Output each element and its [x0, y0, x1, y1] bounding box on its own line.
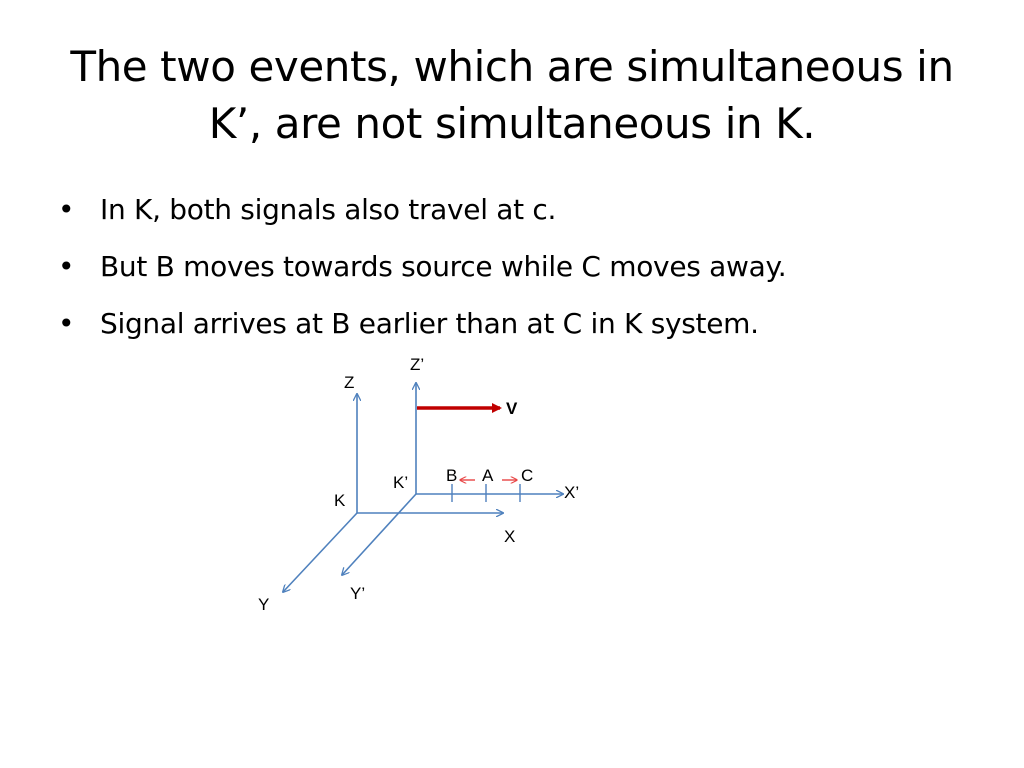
- a-label: A: [482, 466, 494, 485]
- b-label: B: [446, 466, 458, 485]
- x-label: X: [504, 527, 516, 546]
- bullet-dot-icon: •: [58, 193, 75, 226]
- k-label: K: [334, 491, 346, 510]
- y-axis: [283, 513, 357, 592]
- bullet-dot-icon: •: [58, 307, 75, 340]
- x-prime-label: X’: [564, 483, 580, 502]
- y-prime-axis: [342, 494, 416, 575]
- bullet-dot-icon: •: [58, 250, 75, 283]
- v-label: V: [506, 399, 518, 418]
- c-label: C: [521, 466, 534, 485]
- z-prime-label: Z’: [410, 355, 425, 374]
- bullet-text: In K, both signals also travel at c.: [100, 193, 557, 226]
- k-prime-label: K’: [393, 473, 409, 492]
- slide-title: The two events, which are simultaneous in K’, are not simultaneous in K.: [70, 42, 954, 148]
- y-prime-label: Y’: [350, 584, 366, 603]
- z-label: Z: [344, 373, 355, 392]
- y-label: Y: [258, 595, 270, 614]
- bullet-text: Signal arrives at B earlier than at C in K system.: [100, 307, 759, 340]
- bullet-text: But B moves towards source while C moves away.: [100, 250, 787, 283]
